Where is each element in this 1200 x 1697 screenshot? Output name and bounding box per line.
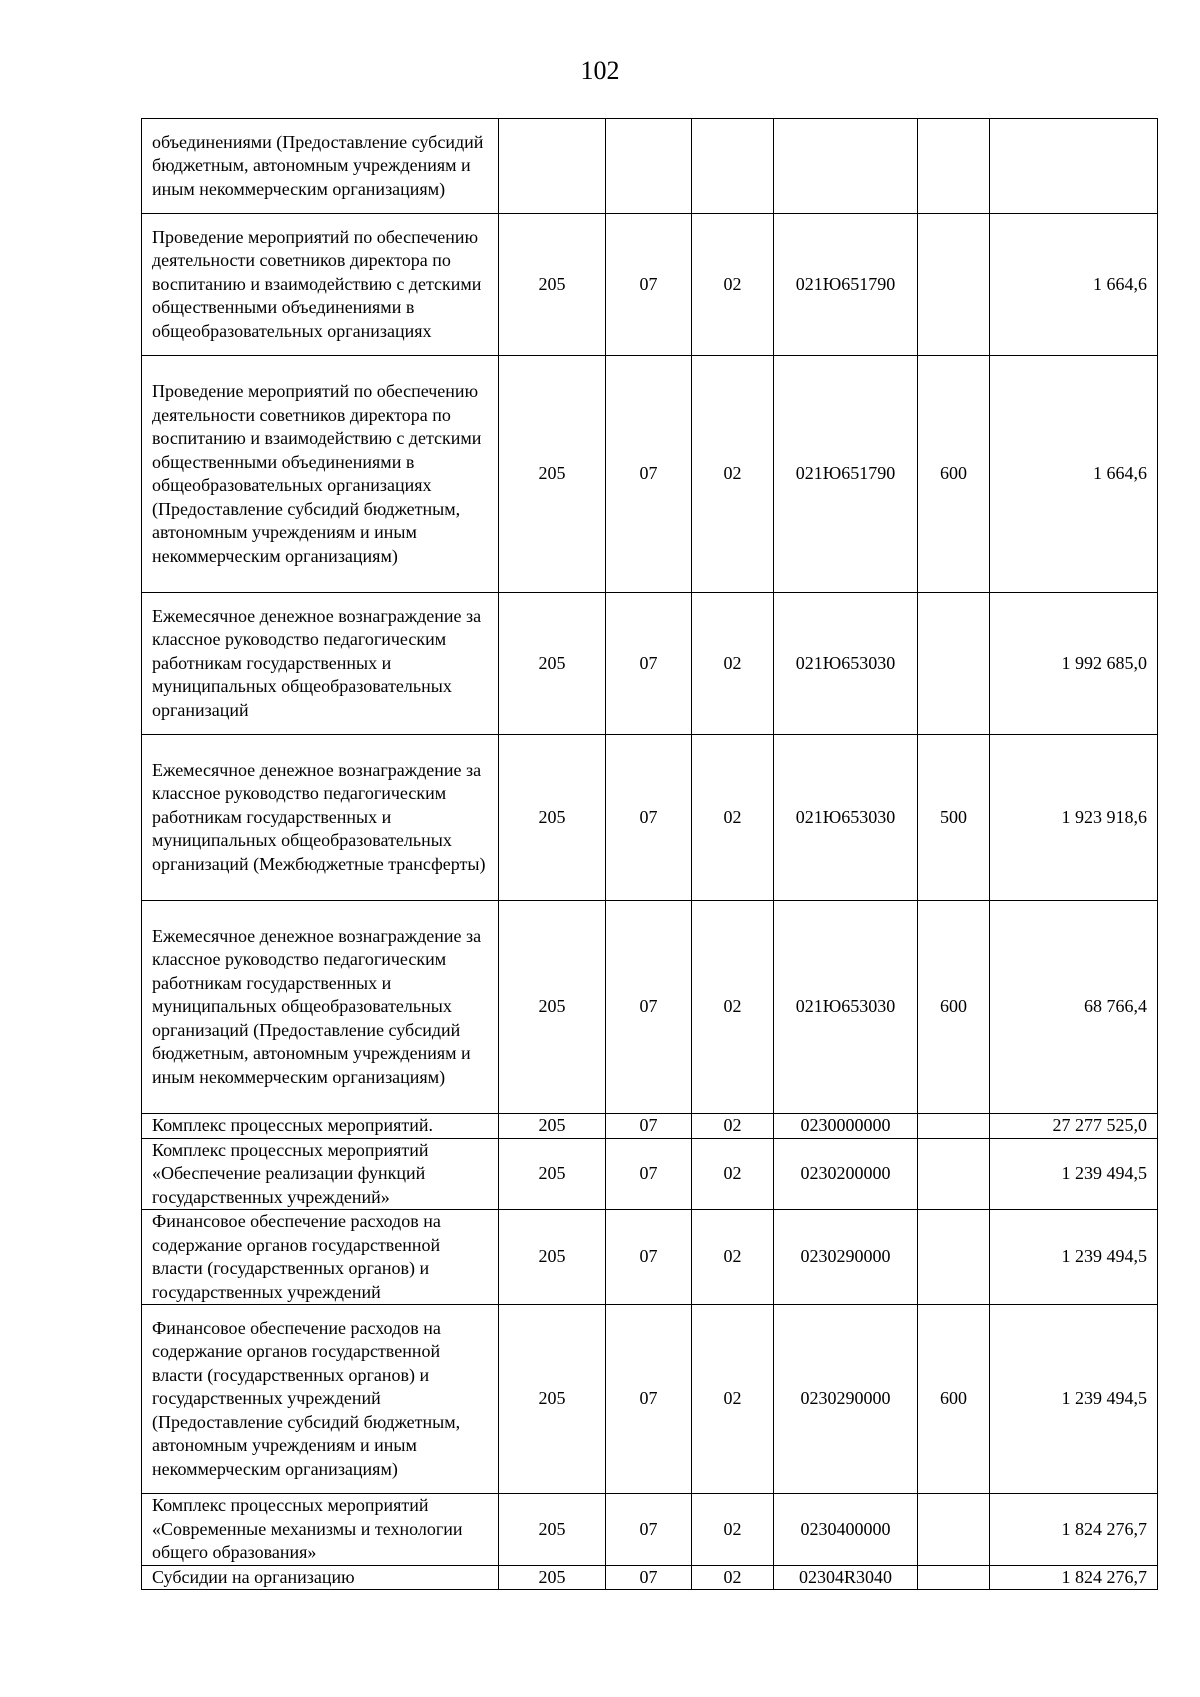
cell-target	[774, 119, 918, 214]
cell-name: Комплекс процессных мероприятий «Современные механизмы и технологии общего образования»	[142, 1494, 499, 1566]
cell-grbs: 205	[499, 1305, 606, 1494]
cell-amount: 1 664,6	[990, 214, 1158, 356]
cell-subsection	[692, 119, 774, 214]
cell-subsection: 02	[692, 593, 774, 735]
cell-target: 021Ю653030	[774, 735, 918, 901]
cell-amount: 1 664,6	[990, 356, 1158, 593]
cell-name: Ежемесячное денежное вознаграждение за классное руководство педагогическим работникам государственных и муниципальных общеобразовательных организаций (Предоставление субсидий бюджетным, автономным учреждениям и иным некоммерческим организациям)	[142, 901, 499, 1114]
cell-name: Комплекс процессных мероприятий.	[142, 1114, 499, 1139]
cell-target: 0230400000	[774, 1494, 918, 1566]
cell-amount: 68 766,4	[990, 901, 1158, 1114]
table-row	[142, 356, 1158, 593]
cell-section: 07	[606, 1305, 692, 1494]
cell-grbs: 205	[499, 1565, 606, 1590]
cell-section: 07	[606, 214, 692, 356]
table-row	[142, 119, 1158, 214]
cell-amount: 1 923 918,6	[990, 735, 1158, 901]
cell-subsection: 02	[692, 356, 774, 593]
cell-amount: 27 277 525,0	[990, 1114, 1158, 1139]
cell-name: Ежемесячное денежное вознаграждение за классное руководство педагогическим работникам государственных и муниципальных общеобразовательных организаций (Межбюджетные трансферты)	[142, 735, 499, 901]
cell-amount: 1 239 494,5	[990, 1210, 1158, 1305]
cell-subsection: 02	[692, 901, 774, 1114]
cell-target: 02304R3040	[774, 1565, 918, 1590]
cell-target: 021Ю653030	[774, 901, 918, 1114]
cell-expense-type	[918, 1494, 990, 1566]
cell-name: Проведение мероприятий по обеспечению деятельности советников директора по воспитанию и взаимодействию с детскими общественными объединениями в общеобразовательных организациях	[142, 214, 499, 356]
cell-expense-type	[918, 119, 990, 214]
cell-section: 07	[606, 1210, 692, 1305]
cell-section: 07	[606, 1494, 692, 1566]
cell-subsection: 02	[692, 735, 774, 901]
cell-target: 0230200000	[774, 1138, 918, 1210]
table-row	[142, 214, 1158, 356]
cell-expense-type	[918, 1565, 990, 1590]
cell-subsection: 02	[692, 1494, 774, 1566]
cell-expense-type: 600	[918, 356, 990, 593]
cell-subsection: 02	[692, 1114, 774, 1139]
cell-target: 0230290000	[774, 1305, 918, 1494]
cell-subsection: 02	[692, 1305, 774, 1494]
cell-grbs: 205	[499, 214, 606, 356]
cell-grbs: 205	[499, 1138, 606, 1210]
cell-expense-type	[918, 593, 990, 735]
cell-expense-type	[918, 214, 990, 356]
cell-amount: 1 824 276,7	[990, 1494, 1158, 1566]
cell-section	[606, 119, 692, 214]
cell-target: 021Ю651790	[774, 214, 918, 356]
table-row	[142, 1305, 1158, 1494]
cell-grbs	[499, 119, 606, 214]
page-number: 102	[580, 56, 620, 85]
table-row	[142, 1114, 1158, 1139]
cell-name: Субсидии на организацию	[142, 1565, 499, 1590]
cell-grbs: 205	[499, 593, 606, 735]
table-row	[142, 1565, 1158, 1590]
cell-amount: 1 824 276,7	[990, 1565, 1158, 1590]
table-row	[142, 901, 1158, 1114]
cell-section: 07	[606, 1114, 692, 1139]
cell-section: 07	[606, 901, 692, 1114]
budget-table-body	[142, 119, 1158, 1590]
cell-name: объединениями (Предоставление субсидий бюджетным, автономным учреждениям и иным некоммерческим организациям)	[142, 119, 499, 214]
cell-subsection: 02	[692, 1138, 774, 1210]
cell-name: Проведение мероприятий по обеспечению деятельности советников директора по воспитанию и взаимодействию с детскими общественными объединениями в общеобразовательных организациях (Предоставление субсидий бюджетным, автономным учреждениям и иным некоммерческим организациям)	[142, 356, 499, 593]
cell-name: Финансовое обеспечение расходов на содержание органов государственной власти (государственных органов) и государственных учреждений (Предоставление субсидий бюджетным, автономным учреждениям и иным некоммерческим организациям)	[142, 1305, 499, 1494]
cell-subsection: 02	[692, 214, 774, 356]
cell-grbs: 205	[499, 735, 606, 901]
cell-target: 021Ю651790	[774, 356, 918, 593]
cell-grbs: 205	[499, 1210, 606, 1305]
cell-section: 07	[606, 356, 692, 593]
cell-name: Ежемесячное денежное вознаграждение за классное руководство педагогическим работникам государственных и муниципальных общеобразовательных организаций	[142, 593, 499, 735]
cell-grbs: 205	[499, 1114, 606, 1139]
cell-expense-type: 600	[918, 1305, 990, 1494]
cell-expense-type	[918, 1210, 990, 1305]
cell-subsection: 02	[692, 1210, 774, 1305]
cell-section: 07	[606, 593, 692, 735]
cell-grbs: 205	[499, 901, 606, 1114]
cell-target: 0230000000	[774, 1114, 918, 1139]
cell-grbs: 205	[499, 1494, 606, 1566]
table-row	[142, 1494, 1158, 1566]
cell-amount	[990, 119, 1158, 214]
cell-grbs: 205	[499, 356, 606, 593]
table-row	[142, 1138, 1158, 1210]
cell-amount: 1 239 494,5	[990, 1305, 1158, 1494]
cell-section: 07	[606, 1565, 692, 1590]
cell-expense-type: 500	[918, 735, 990, 901]
budget-table	[141, 118, 1158, 1590]
cell-target: 0230290000	[774, 1210, 918, 1305]
cell-subsection: 02	[692, 1565, 774, 1590]
cell-name: Финансовое обеспечение расходов на содержание органов государственной власти (государственных органов) и государственных учреждений	[142, 1210, 499, 1305]
cell-name: Комплекс процессных мероприятий «Обеспечение реализации функций государственных учреждений»	[142, 1138, 499, 1210]
table-row	[142, 735, 1158, 901]
cell-amount: 1 239 494,5	[990, 1138, 1158, 1210]
table-row	[142, 1210, 1158, 1305]
table-row	[142, 593, 1158, 735]
cell-section: 07	[606, 735, 692, 901]
cell-expense-type	[918, 1114, 990, 1139]
cell-amount: 1 992 685,0	[990, 593, 1158, 735]
cell-expense-type	[918, 1138, 990, 1210]
cell-expense-type: 600	[918, 901, 990, 1114]
cell-section: 07	[606, 1138, 692, 1210]
cell-target: 021Ю653030	[774, 593, 918, 735]
